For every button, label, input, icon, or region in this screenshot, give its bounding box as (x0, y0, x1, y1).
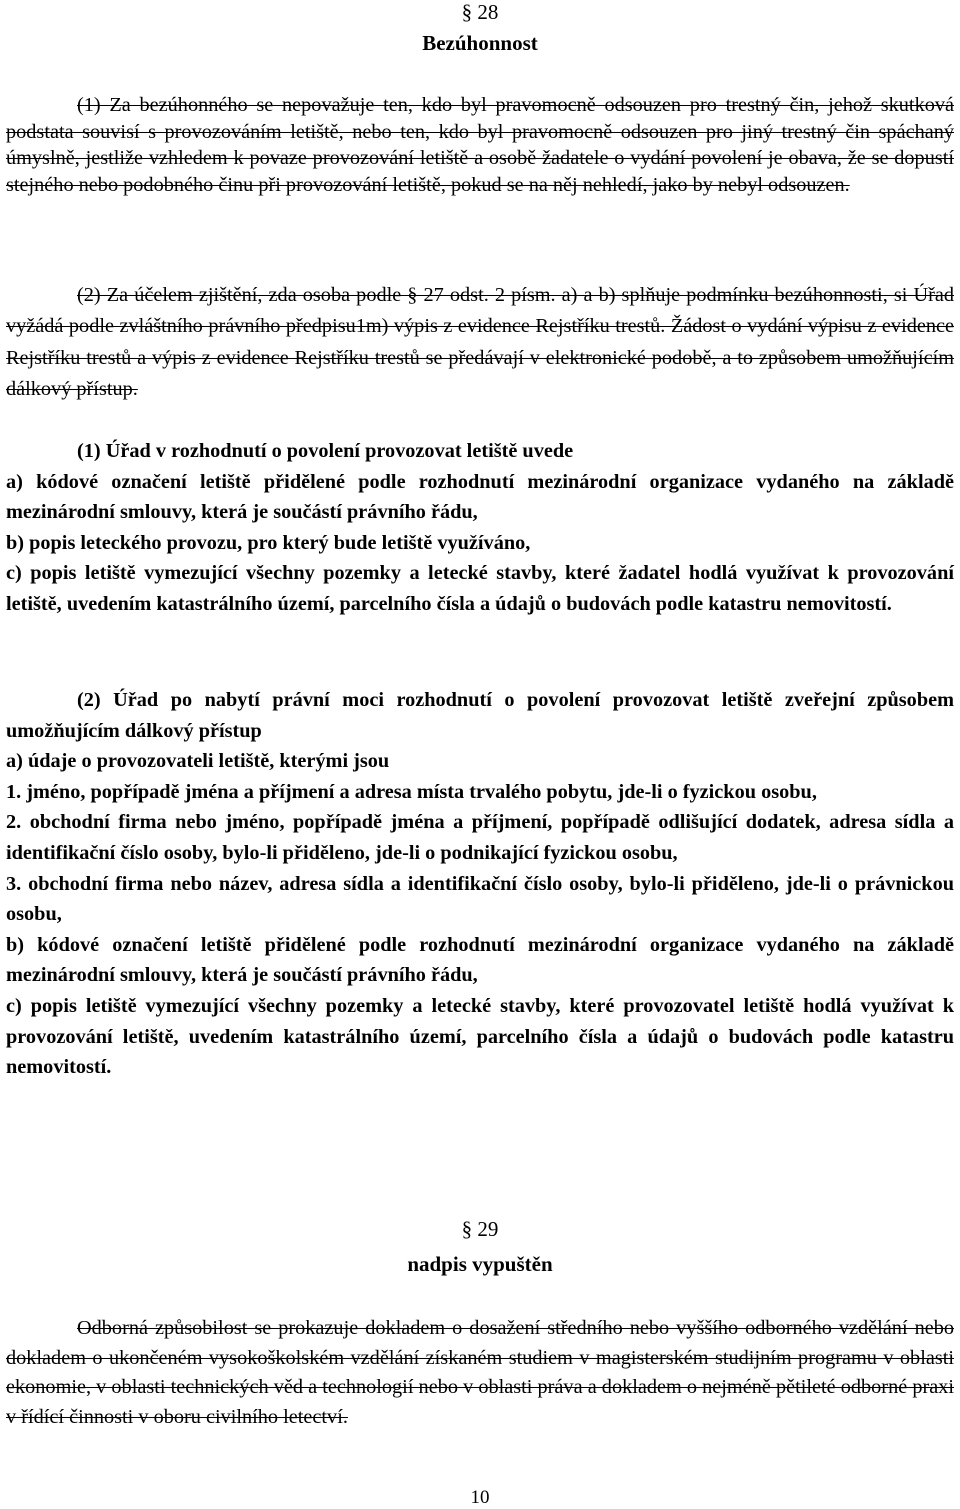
new-paragraph-2-item-c: c) popis letiště vymezující všechny pozemky a letecké stavby, které provozovatel letiště hodlá využívat k provozování letiště, uvedením katastrálního území, parcelního čísla a údajů o budovách podle katastru nemovitostí. (6, 994, 954, 1079)
page-number: 10 (470, 1487, 490, 1508)
new-paragraph-2-item-a: a) údaje o provozovateli letiště, kterými jsou (6, 750, 390, 773)
deleted-paragraph-section-29: Odborná způsobilost se prokazuje dokladem o dosažení středního nebo vyššího odborného vzdělání nebo dokladem o ukončeném vysokoškolském vzdělání získaném studiem v magisterském studijním programu v oblasti ekonomie, v oblasti technických věd a technologií nebo v oblasti práva a dokladem o nejméně pětileté odborné praxi v řídící činnosti v oboru civilního letectví. (6, 1317, 954, 1428)
deleted-paragraph-2: (2) Za účelem zjištění, zda osoba podle § 27 odst. 2 písm. a) a b) splňuje podmínku bezúhonnosti, si Úřad vyžádá podle zvláštního právního předpisu1m) výpis z evidence Rejstříku trestů. Žádost o vydání výpisu z evidence Rejstříku trestů a výpis z evidence Rejstříku trestů se předávají v elektronické podobě, a to způsobem umožňujícím dálkový přístup. (6, 284, 954, 400)
new-paragraph-2-item-a1: 1. jméno, popřípadě jména a příjmení a adresa místa trvalého pobytu, jde-li o fyzickou osobu, (6, 780, 817, 803)
new-paragraph-1-item-b: b) popis leteckého provozu, pro který bude letiště využíváno, (6, 531, 531, 554)
deleted-paragraph-1: (1) Za bezúhonného se nepovažuje ten, kdo byl pravomocně odsouzen pro trestný čin, jehož skutková podstata souvisí s provozováním letiště, nebo ten, kdo byl pravomocně odsouzen pro jiný trestný čin spáchaný úmyslně, jestliže vzhledem k povaze provozování letiště a osobě žadatele o vydání povolení je obava, že se dopustí stejného nebo podobného činu při provozování letiště, pokud se na něj nehledí, jako by nebyl odsouzen. (6, 94, 954, 197)
section-29-title: nadpis vypuštěn (407, 1252, 553, 1276)
new-paragraph-1-item-c: c) popis letiště vymezující všechny pozemky a letecké stavby, které žadatel hodlá využívat k provozování letiště, uvedením katastrálního území, parcelního čísla a údajů o budovách podle katastru nemovitostí. (6, 562, 954, 615)
new-paragraph-2-item-a2: 2. obchodní firma nebo jméno, popřípadě jména a příjmení, popřípadě odlišující dodatek, adresa sídla a identifikační číslo osoby, bylo-li přiděleno, jde-li o podnikající fyzickou osobu, (6, 811, 954, 864)
new-paragraph-2-item-a3: 3. obchodní firma nebo název, adresa sídla a identifikační číslo osoby, bylo-li přiděleno, jde-li o právnickou osobu, (6, 872, 954, 926)
new-paragraph-1-item-a: a) kódové označení letiště přidělené podle rozhodnutí mezinárodní organizace vydaného na základě mezinárodní smlouvy, která je součástí právního řádu, (6, 470, 954, 524)
new-paragraph-2 (6, 685, 954, 1083)
section-28-number: § 28 (461, 0, 499, 24)
section-28-title: Bezúhonnost (422, 31, 538, 55)
new-paragraph-2-item-b: b) kódové označení letiště přidělené podle rozhodnutí mezinárodní organizace vydaného na základě mezinárodní smlouvy, která je součástí právního řádu, (6, 933, 954, 987)
new-paragraph-1-intro: (1) Úřad v rozhodnutí o povolení provozovat letiště uvede (77, 440, 574, 462)
new-paragraph-1 (6, 436, 954, 620)
new-paragraph-2-intro: (2) Úřad po nabytí právní moci rozhodnutí o povolení provozovat letiště zveřejní způsobem umožňujícím dálkový přístup (6, 689, 954, 742)
section-29-number: § 29 (461, 1217, 499, 1241)
